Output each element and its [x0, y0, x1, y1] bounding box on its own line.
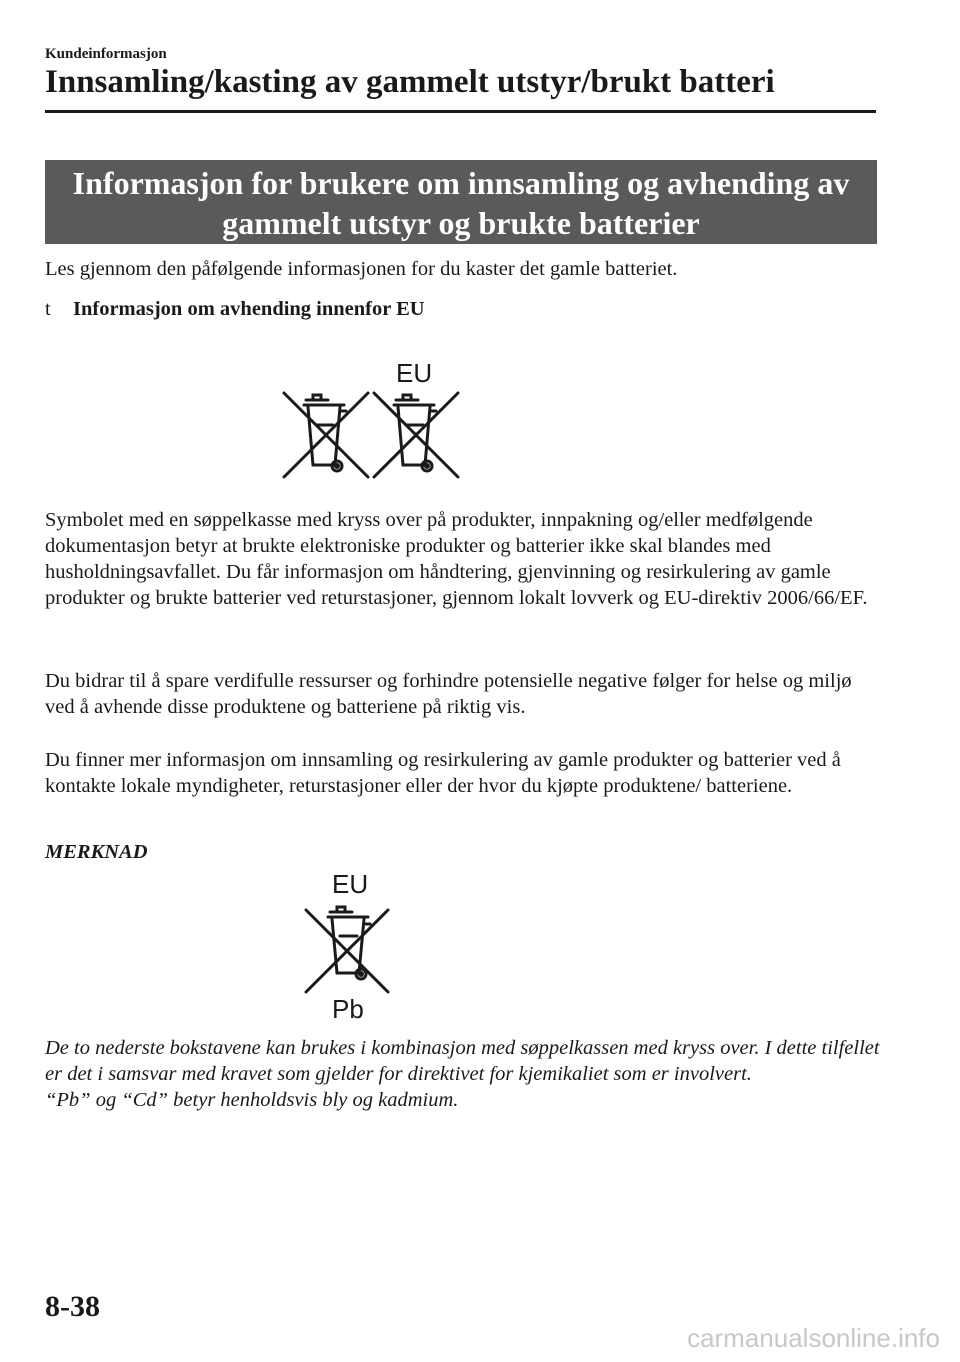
pb-weee-figure [300, 868, 400, 1028]
chapter-title: Innsamling/kasting av gammelt utstyr/brukt batteri [45, 64, 775, 100]
eu-figure-label: EU [396, 358, 433, 388]
crossed-bin-icon [284, 393, 368, 477]
section-label: Kundeinformasjon [45, 46, 167, 62]
pb-figure-top-label: EU [332, 869, 369, 899]
page-number: 8-38 [45, 1290, 100, 1323]
note-text [45, 1035, 880, 1113]
intro-text: Les gjennom den påfølgende informasjonen for du kaster det gamle batteriet. [45, 258, 678, 280]
crossed-bin-icon [306, 907, 388, 992]
crossed-bin-icon [374, 393, 458, 477]
info-banner [45, 160, 877, 244]
banner-line-1: Informasjon for brukere om innsamling og avhending av [72, 165, 850, 201]
header-rule [45, 110, 876, 113]
note-text-main: De to nederste bokstavene kan brukes i kombinasjon med søppelkassen med kryss over. I dette tilfellet er det i samsvar med kravet som gjelder for direktivet for kjemikaliet som er involvert. [45, 1037, 880, 1085]
watermark: carmanualsonline.info [687, 1323, 940, 1353]
subheading-marker-icon: t [45, 298, 51, 320]
subheading [45, 296, 425, 322]
note-label: MERKNAD [45, 841, 148, 863]
subheading-text: Informasjon om avhending innenfor EU [73, 298, 425, 320]
paragraph-symbol: Symbolet med en søppelkasse med kryss over på produkter, innpakning og/eller medfølgende dokumentasjon betyr at brukte elektroniske produkter og batterier ikke skal blandes med husholdningsavfallet. Du får informasjon om håndtering, gjenvinning og resirkulering av gamle produkter og brukte batterier ved returstasjoner, gjennom lokalt lovverk og EU-direktiv 2006/66/EF. [45, 509, 868, 609]
paragraph-more-info: Du finner mer informasjon om innsamling og resirkulering av gamle produkter og batterier ved å kontakte lokale myndigheter, returstasjoner eller der hvor du kjøpte produktene/ batteriene. [45, 749, 841, 797]
note-text-abbrev: “Pb” og “Cd” betyr henholdsvis bly og kadmium. [45, 1089, 459, 1111]
paragraph-resources: Du bidrar til å spare verdifulle ressurser og forhindre potensielle negative følger for helse og miljø ved å avhende disse produktene og batteriene på riktig vis. [45, 670, 852, 718]
pb-figure-bottom-label: Pb [332, 994, 364, 1024]
banner-line-2: gammelt utstyr og brukte batterier [222, 205, 700, 241]
eu-weee-figure [276, 355, 476, 485]
